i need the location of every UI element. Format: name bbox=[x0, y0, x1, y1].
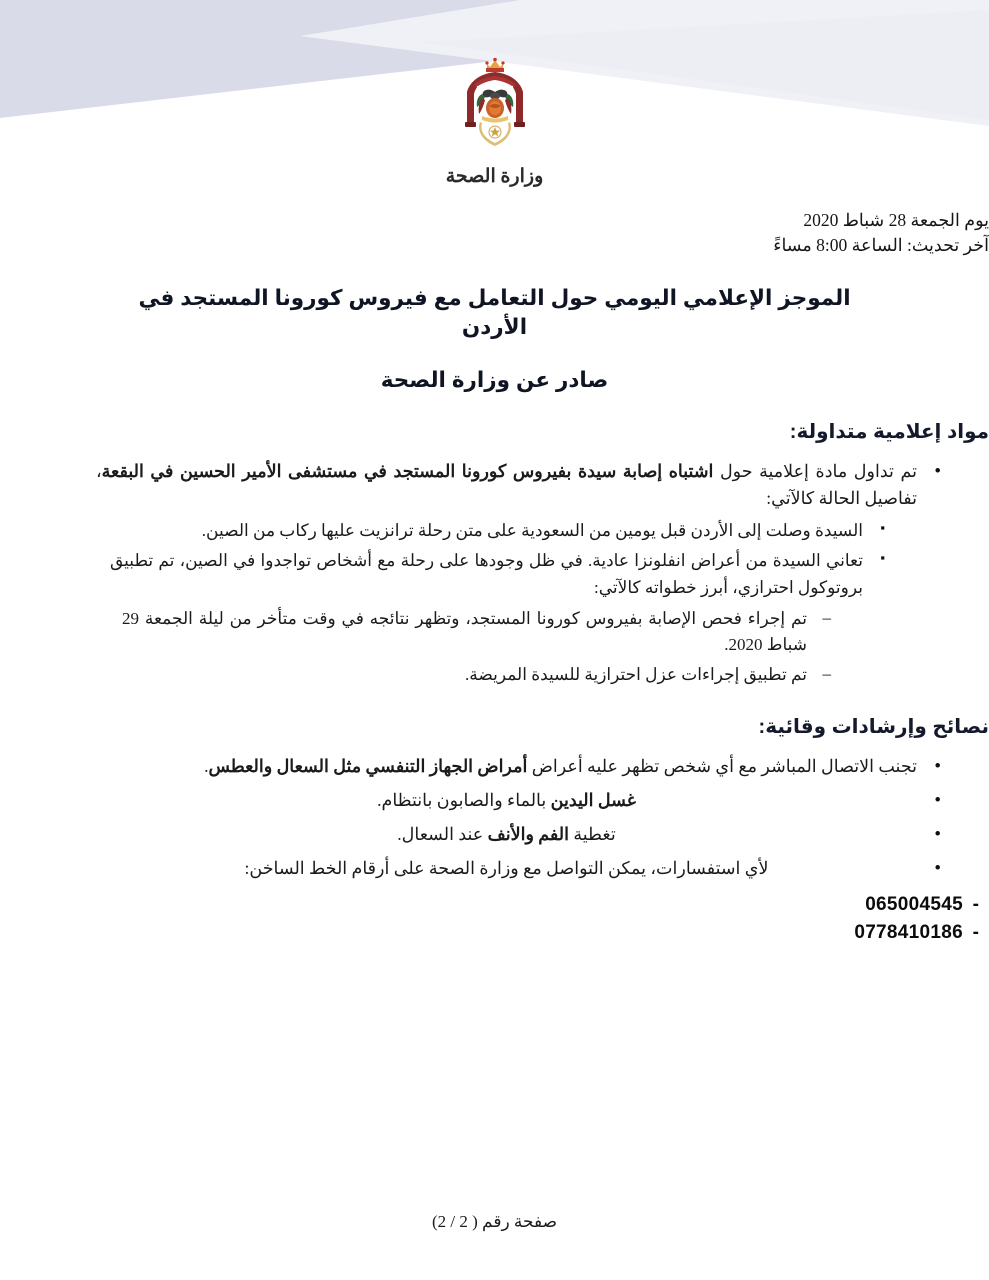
media-materials-list bbox=[0, 458, 989, 688]
advice-text-after: عند السعال. bbox=[397, 824, 488, 845]
document-title: الموجز الإعلامي اليومي حول التعامل مع فيروس كورونا المستجد في الأردن bbox=[138, 285, 851, 339]
item-text-after: ، تفاصيل الحالة كالآتي: bbox=[96, 460, 917, 508]
page-number-footer: صفحة رقم ( 2 / 2) bbox=[431, 1212, 558, 1231]
coat-of-arms-svg bbox=[449, 58, 541, 158]
sub-item-text: تعاني السيدة من أعراض انفلونزا عادية. في ظل وجودها على رحلة مع أشخاص تواجدوا في الصين، تم تطبيق بروتوكول احترازي، أبرز خطواته كالآتي: bbox=[110, 551, 863, 597]
item-text-before: تم تداول مادة إعلامية حول bbox=[713, 460, 918, 481]
case-details-list bbox=[96, 518, 917, 688]
list-item bbox=[96, 787, 943, 814]
hotline-dash-marker: - bbox=[972, 893, 980, 915]
list-item bbox=[122, 606, 833, 659]
advice-text-after: . bbox=[204, 756, 209, 777]
protocol-step-text: تم إجراء فحص الإصابة بفيروس كورونا المستجد، وتظهر نتائجه في وقت متأخر من ليلة الجمعة 29 شباط 2020. bbox=[122, 609, 807, 655]
jordan-coat-of-arms-icon bbox=[449, 58, 541, 158]
logo-block bbox=[0, 0, 989, 188]
hotline-item bbox=[150, 919, 989, 948]
hotline-dash-marker: - bbox=[972, 922, 980, 944]
crown-icon bbox=[485, 58, 504, 72]
list-item bbox=[96, 855, 943, 882]
protocol-step-text: تم تطبيق إجراءات عزل احترازية للسيدة المريضة. bbox=[465, 664, 807, 684]
advice-text-before: تغطية bbox=[568, 824, 616, 845]
hotline-item bbox=[150, 891, 989, 920]
advice-text-bold: الفم والأنف bbox=[487, 824, 569, 845]
advice-text-before: لأي استفسارات، يمكن التواصل مع وزارة الصحة على أرقام الخط الساخن: bbox=[244, 858, 769, 879]
list-item bbox=[96, 753, 943, 780]
advice-text-bold: غسل اليدين bbox=[550, 790, 636, 811]
list-item bbox=[122, 662, 833, 688]
issue-date: يوم الجمعة 28 شباط 2020 bbox=[803, 210, 989, 230]
sub-item-text: السيدة وصلت إلى الأردن قبل يومين من السعودية على متن رحلة ترانزيت عليها ركاب من الصين. bbox=[201, 520, 863, 540]
last-update-time: آخر تحديث: الساعة 8:00 مساءً bbox=[773, 234, 989, 255]
hotline-number[interactable]: 0778410186 bbox=[854, 922, 963, 944]
advice-text-after: بالماء والصابون بانتظام. bbox=[377, 790, 551, 811]
list-item bbox=[96, 821, 943, 848]
list-item bbox=[96, 458, 943, 688]
section-heading-media-materials: مواد إعلامية متداولة: bbox=[789, 420, 989, 443]
hotline-number[interactable]: 065004545 bbox=[865, 893, 963, 915]
document-subtitle: صادر عن وزارة الصحة bbox=[380, 367, 609, 392]
medal-star-icon bbox=[489, 126, 501, 138]
advice-text-before: تجنب الاتصال المباشر مع أي شخص تظهر عليه أعراض bbox=[527, 756, 917, 777]
list-item bbox=[110, 518, 889, 544]
list-item bbox=[110, 548, 889, 688]
date-block bbox=[0, 208, 989, 258]
protocol-steps-list bbox=[110, 606, 863, 688]
preventive-advice-list bbox=[0, 753, 989, 883]
advice-text-bold: أمراض الجهاز التنفسي مثل السعال والعطس bbox=[208, 756, 528, 777]
section-heading-preventive-advice: نصائح وإرشادات وقائية: bbox=[758, 716, 989, 739]
hotline-number-list bbox=[0, 891, 989, 948]
ministry-name-logotype: وزارة الصحة bbox=[445, 166, 544, 187]
item-text-bold: اشتباه إصابة سيدة بفيروس كورونا المستجد في مستشفى الأمير الحسين في البقعة bbox=[101, 460, 714, 481]
